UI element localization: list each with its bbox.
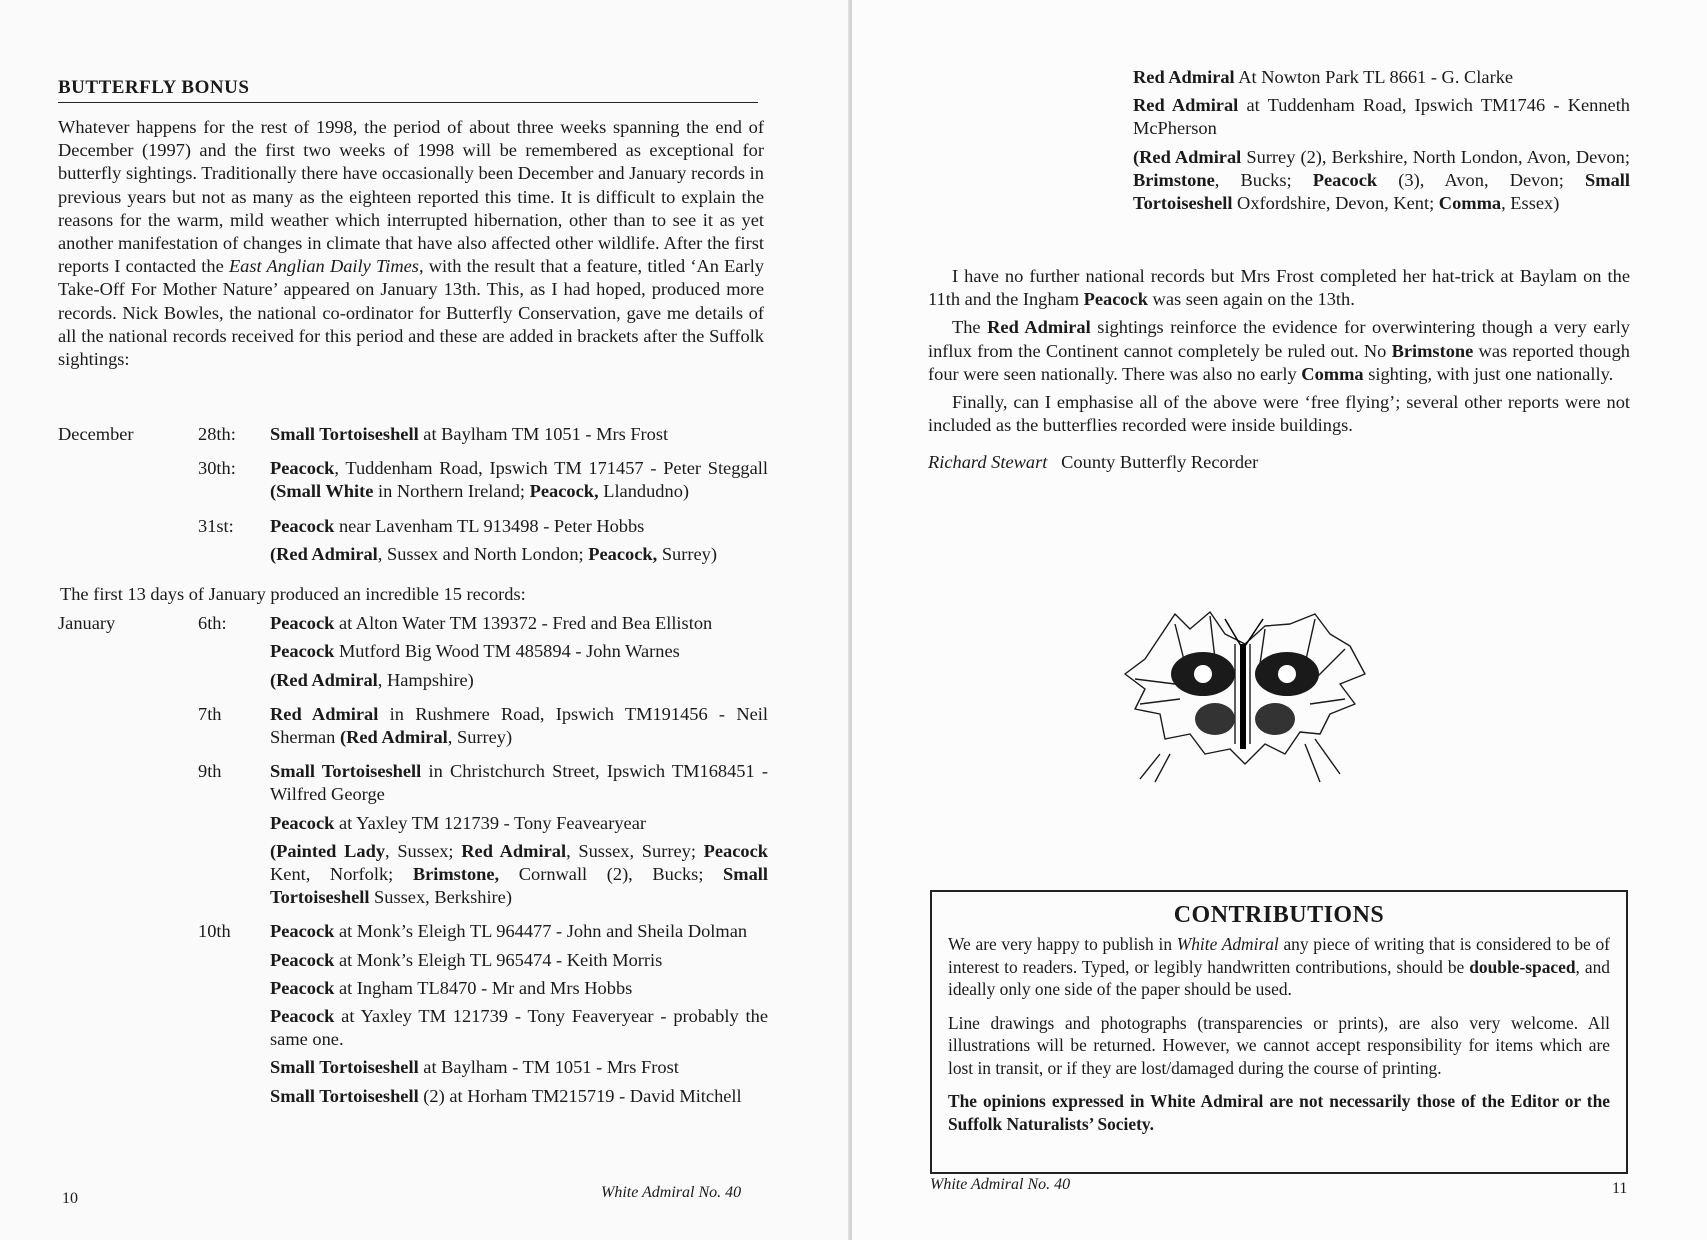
text-run: Sussex, Berkshire) bbox=[369, 887, 512, 908]
article-body bbox=[928, 265, 1630, 480]
butterfly-drawing-icon bbox=[1115, 604, 1375, 784]
page-number: 10 bbox=[62, 1190, 78, 1207]
text-run: at Yaxley TM 121739 - Tony Feaveryear - probably the same one. bbox=[270, 1006, 768, 1050]
text-run: Brimstone bbox=[1391, 340, 1474, 361]
sighting-record bbox=[1133, 94, 1630, 140]
text-run: Kent, Norfolk; bbox=[270, 864, 413, 885]
december-days bbox=[198, 423, 768, 577]
day-records bbox=[270, 920, 768, 1112]
day-row bbox=[198, 515, 768, 571]
contributions-heading: CONTRIBUTIONS bbox=[1173, 902, 1385, 928]
text-run: (Red Admiral bbox=[270, 669, 378, 690]
text-run: , Hampshire) bbox=[377, 669, 474, 690]
day-label: 31st: bbox=[198, 515, 234, 536]
author-role: County Butterfly Recorder bbox=[1061, 452, 1259, 473]
text-run: Oxfordshire, Devon, Kent; bbox=[1232, 193, 1439, 214]
day-label: 30th: bbox=[198, 458, 236, 479]
day-label: 7th bbox=[198, 703, 222, 724]
page-number-right: 11 bbox=[1612, 1180, 1628, 1197]
text-run: Finally, can I emphasise all of the above were ‘free flying’; several other reports were not included as the butterflies recorded were inside buildings. bbox=[928, 392, 1630, 436]
text-run: (Red Admiral bbox=[339, 727, 448, 748]
continued-records bbox=[1133, 66, 1630, 220]
text-run: Small Tortoiseshell bbox=[270, 424, 419, 444]
month-label: December bbox=[58, 424, 134, 444]
text-run: (3), Avon, Devon; bbox=[1377, 169, 1586, 190]
text-run: Comma bbox=[1301, 363, 1364, 384]
author-name: Richard Stewart bbox=[928, 452, 1048, 473]
text-run: Peacock bbox=[270, 458, 335, 479]
text-run: was reported though four were seen nationally. There was also no early bbox=[928, 340, 1631, 384]
text-run: (Painted Lady bbox=[270, 840, 386, 861]
day-row bbox=[198, 920, 768, 1112]
text-run: , Sussex; bbox=[385, 840, 462, 861]
text-run: Peacock bbox=[270, 949, 335, 970]
text-run: Brimstone, bbox=[412, 864, 500, 885]
contributions-paragraph-3 bbox=[948, 1090, 1610, 1135]
day-row bbox=[198, 703, 768, 754]
text-run: Red Admiral bbox=[1133, 95, 1239, 116]
sighting-record bbox=[270, 640, 768, 663]
text-run: Comma bbox=[1438, 193, 1502, 214]
day-row bbox=[198, 457, 768, 508]
month-label: January bbox=[58, 613, 116, 634]
text-run: The bbox=[952, 317, 988, 338]
day-label: 9th bbox=[198, 761, 222, 782]
text-run: At Nowton Park TL 8661 - G. Clarke bbox=[1234, 67, 1514, 87]
january-intro: The first 13 days of January produced an incredible 15 records: bbox=[60, 584, 526, 605]
text-run: Peacock bbox=[703, 840, 768, 861]
text-run: Peacock bbox=[270, 1006, 335, 1027]
sighting-record bbox=[270, 1005, 768, 1051]
contributions-box bbox=[930, 890, 1628, 1174]
running-footer: White Admiral No. 40 bbox=[601, 1184, 742, 1201]
day-row bbox=[198, 423, 768, 451]
text-run: Llandudno) bbox=[598, 481, 690, 502]
day-row bbox=[198, 612, 768, 697]
text-run: Surrey (2), Berkshire, North London, Avon, Devon; bbox=[1241, 146, 1630, 167]
text-run: any piece of writing that is considered to be of interest to readers. Typed, or legibly handwritten contributions, should be bbox=[948, 934, 1610, 977]
text-run: Whatever happens for the rest of 1998, the period of about three weeks spanning the end of December (1997) and the first two weeks of 1998 will be remembered as exceptional for butterfly sightings. Traditionally there have occasionally been December and January records in previous years but not as many as the eighteen reported this time. It is difficult to explain the reasons for the warm, mild weather which interrupted hibernation, other than to see it as yet another manifestation of changes in climate that have also affected other wildlife. After the first reports I contacted the bbox=[58, 117, 764, 277]
sighting-record bbox=[270, 760, 768, 806]
sighting-record bbox=[270, 949, 768, 972]
contributions-paragraph-1 bbox=[948, 933, 1610, 1001]
text-run: at Baylham - TM 1051 - Mrs Frost bbox=[418, 1057, 679, 1078]
text-run: Surrey) bbox=[657, 543, 717, 564]
contributions-paragraph-2 bbox=[948, 1012, 1610, 1080]
text-run: , Tuddenham Road, Ipswich TM 171457 - Peter Steggall bbox=[334, 458, 768, 479]
body-paragraphs bbox=[928, 265, 1630, 437]
text-run: in Northern Ireland; bbox=[373, 481, 530, 502]
text-run: Peacock bbox=[270, 641, 335, 662]
text-run: Line drawings and photographs (transparencies or prints), are also very welcome. All illustrations will be returned. However, we cannot accept responsibility for items which are lost in transit, or if they are lost/damaged during the course of printing. bbox=[948, 1012, 1610, 1078]
text-run: Peacock, bbox=[529, 481, 599, 502]
text-run: , Essex) bbox=[1501, 193, 1560, 214]
sighting-record bbox=[270, 1056, 768, 1079]
intro-paragraph bbox=[58, 116, 764, 371]
body-paragraph bbox=[928, 265, 1630, 311]
text-run: (Red Admiral bbox=[1133, 146, 1242, 167]
text-run: at Baylham TM 1051 - Mrs Frost bbox=[418, 424, 669, 444]
text-run: Small Tortoiseshell bbox=[270, 761, 422, 782]
sighting-record bbox=[1133, 146, 1630, 216]
text-run: (2) at Horham TM215719 - David Mitchell bbox=[418, 1085, 742, 1106]
text-run: Small Tortoiseshell bbox=[270, 1057, 419, 1078]
text-run: was seen again on the 13th. bbox=[1147, 289, 1355, 310]
sighting-record bbox=[270, 669, 768, 692]
text-run: Cornwall (2), Bucks; bbox=[499, 864, 724, 885]
sighting-record bbox=[270, 612, 768, 635]
text-run: at Monk’s Eleigh TL 964477 - John and Sheila Dolman bbox=[334, 921, 748, 942]
sightings-list bbox=[58, 423, 768, 1125]
article-heading: BUTTERFLY BONUS bbox=[58, 76, 758, 103]
body-paragraph bbox=[928, 391, 1630, 437]
text-run: , Sussex, Surrey; bbox=[566, 840, 704, 861]
text-run: at Ingham TL8470 - Mr and Mrs Hobbs bbox=[334, 977, 633, 998]
sighting-record bbox=[270, 812, 768, 835]
text-run: Small Tortoiseshell bbox=[270, 864, 768, 908]
sighting-record bbox=[270, 457, 768, 503]
signature bbox=[928, 451, 1630, 474]
text-run: Peacock bbox=[270, 977, 335, 998]
text-run: in Christchurch Street, Ipswich TM168451 - Wilfred George bbox=[270, 761, 768, 805]
text-run: Peacock bbox=[1312, 169, 1378, 190]
sighting-record bbox=[270, 703, 768, 749]
text-run: Red Admiral bbox=[987, 317, 1091, 338]
sighting-record bbox=[270, 840, 768, 910]
january-days bbox=[198, 612, 768, 1119]
left-page bbox=[0, 0, 852, 1240]
text-run: The opinions expressed in White Admiral are not necessarily those of the Editor or the Suffolk Naturalists’ Society. bbox=[948, 1091, 1610, 1134]
text-run: Peacock bbox=[270, 921, 335, 942]
text-run: , and ideally only one side of the paper should be used. bbox=[948, 956, 1610, 999]
day-records bbox=[270, 515, 768, 571]
december-group bbox=[58, 423, 768, 577]
text-run: sighting, with just one nationally. bbox=[1363, 363, 1614, 384]
text-run: double-spaced bbox=[1469, 956, 1576, 977]
text-run: , Sussex and North London; bbox=[377, 543, 589, 564]
text-run: Mutford Big Wood TM 485894 - John Warnes bbox=[334, 641, 680, 662]
text-run: Peacock bbox=[270, 812, 335, 833]
body-paragraph bbox=[928, 316, 1630, 386]
day-label: 10th bbox=[198, 921, 231, 942]
text-run: Brimstone bbox=[1133, 169, 1215, 190]
text-run: at Yaxley TM 121739 - Tony Feavearyear bbox=[334, 812, 646, 833]
sighting-record bbox=[270, 977, 768, 1000]
text-run: at Tuddenham Road, Ipswich TM1746 - Kenneth McPherson bbox=[1133, 95, 1630, 139]
day-row bbox=[198, 760, 768, 914]
day-label: 6th: bbox=[198, 613, 227, 634]
text-run: Small Tortoiseshell bbox=[1133, 169, 1630, 214]
text-run: sightings reinforce the evidence for overwintering though a very early influx from the Continent cannot completely be ruled out. No bbox=[928, 317, 1630, 361]
text-run: near Lavenham TL 913498 - Peter Hobbs bbox=[334, 515, 645, 536]
sighting-record bbox=[270, 515, 768, 538]
text-run: Peacock, bbox=[588, 543, 658, 564]
text-run: (Red Admiral bbox=[270, 543, 378, 564]
running-footer-right: White Admiral No. 40 bbox=[930, 1176, 1071, 1193]
text-run: (Small White bbox=[270, 481, 374, 502]
text-run: , Surrey) bbox=[447, 727, 513, 748]
text-run: at Alton Water TM 139372 - Fred and Bea Elliston bbox=[334, 613, 713, 634]
text-run: We are very happy to publish in bbox=[948, 934, 1177, 954]
day-records bbox=[270, 423, 768, 451]
text-run: Peacock bbox=[270, 515, 335, 536]
text-run: Red Admiral bbox=[461, 840, 567, 861]
day-records bbox=[270, 612, 768, 697]
text-run: Small Tortoiseshell bbox=[270, 1085, 419, 1106]
text-run: East Anglian Daily Times bbox=[228, 256, 419, 277]
day-records bbox=[270, 760, 768, 914]
text-run: , with the result that a feature, titled ‘An Early Take-Off For Mother Nature’ appeared on January 13th. This, as I had hoped, produced more records. Nick Bowles, the national co-ordinator for Butterfly Conservation, gave me details of all the national records received for this period and these are added in brackets after the Suffolk sightings: bbox=[58, 256, 764, 370]
sighting-record bbox=[270, 423, 768, 446]
text-run: Red Admiral bbox=[270, 703, 379, 724]
text-run: Peacock bbox=[1083, 289, 1148, 310]
text-run: , Bucks; bbox=[1214, 169, 1313, 190]
text-run: Peacock bbox=[270, 613, 335, 634]
day-records bbox=[270, 703, 768, 754]
day-label: 28th: bbox=[198, 424, 236, 444]
day-records bbox=[270, 457, 768, 508]
text-run: Red Admiral bbox=[1133, 67, 1235, 87]
sighting-record bbox=[270, 920, 768, 943]
text-run: I have no further national records but Mrs Frost completed her hat-trick at Baylam on the 11th and the Ingham bbox=[928, 266, 1630, 310]
text-run: in Rushmere Road, Ipswich TM191456 - Neil Sherman bbox=[270, 703, 768, 748]
text-run: White Admiral bbox=[1176, 934, 1279, 954]
january-group bbox=[58, 612, 768, 1119]
text-run: at Monk’s Eleigh TL 965474 - Keith Morris bbox=[334, 949, 663, 970]
sighting-record bbox=[270, 543, 768, 566]
sighting-record bbox=[1133, 66, 1630, 89]
sighting-record bbox=[270, 1085, 768, 1108]
